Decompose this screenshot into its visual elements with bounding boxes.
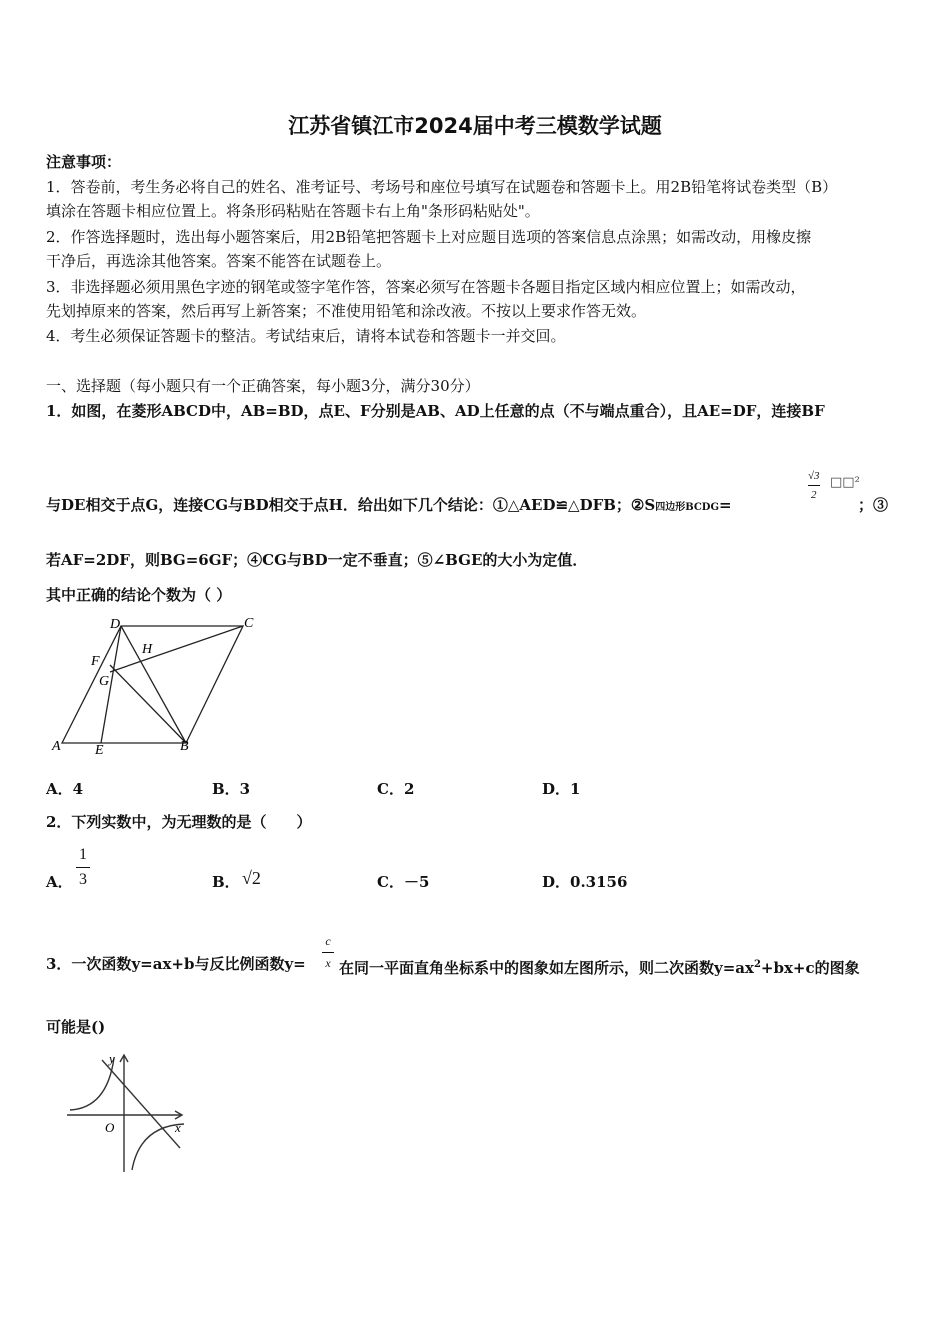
label-E: E bbox=[95, 743, 104, 758]
q1-line2-text: 与DE相交于点G，连接CG与BD相交于点H．给出如下几个结论：①△AED≌△DFB；②S bbox=[46, 496, 656, 514]
q3-superscript: 2 bbox=[753, 959, 761, 970]
label-A: A bbox=[52, 739, 61, 754]
label-origin: O bbox=[105, 1120, 115, 1135]
q1-option-d[interactable]: D．1 bbox=[542, 780, 581, 798]
q1-question: 其中正确的结论个数为（ ） bbox=[46, 586, 232, 604]
q1-frac-tail: □□² bbox=[830, 475, 860, 490]
q1-option-c[interactable]: C．2 bbox=[377, 780, 415, 798]
q2-option-b-value: √2 bbox=[242, 868, 261, 888]
q3-stem-c: +bx+c的图象 bbox=[760, 959, 860, 977]
rhombus-figure bbox=[40, 610, 270, 760]
frac-bar bbox=[322, 952, 334, 953]
label-F: F bbox=[91, 654, 100, 669]
section-heading: 一、选择题（每小题只有一个正确答案，每小题3分，满分30分） bbox=[46, 377, 480, 395]
q1-line1: 1．如图，在菱形ABCD中，AB=BD，点E、F分别是AB、AD上任意的点（不与端点重合），且AE=DF，连接BF bbox=[46, 402, 825, 420]
q2-a-den: 3 bbox=[79, 871, 87, 888]
label-C: C bbox=[244, 616, 254, 631]
q1-line3: 若AF=2DF，则BG=6GF；④CG与BD一定不垂直；⑤∠BGE的大小为定值． bbox=[46, 551, 588, 569]
label-y: y bbox=[109, 1051, 115, 1066]
notice-line: 2．作答选择题时，选出每小题答案后，用2B铅笔把答题卡上对应题目选项的答案信息点涂黑；如需改动，用橡皮擦 bbox=[46, 228, 812, 246]
segment-cg bbox=[110, 626, 243, 672]
q1-equals: = bbox=[719, 496, 732, 514]
q3-stem-a: 3．一次函数y=ax+b与反比例函数y= bbox=[46, 955, 306, 973]
q1-area-subscript: 四边形BCDG bbox=[655, 502, 720, 513]
notice-heading: 注意事项： bbox=[46, 153, 122, 171]
notice-line: 干净后，再选涂其他答案。答案不能答在试题卷上。 bbox=[46, 252, 392, 270]
q1-frac-num: √3 bbox=[808, 470, 820, 482]
q3-stem-b-text: 在同一平面直角坐标系中的图象如左图所示，则二次函数y=ax bbox=[339, 959, 754, 977]
q2-stem: 2．下列实数中，为无理数的是（ ） bbox=[46, 813, 312, 831]
diagonal-bd bbox=[121, 626, 186, 743]
label-H: H bbox=[142, 642, 153, 657]
q2-option-b[interactable]: B． bbox=[212, 873, 240, 891]
q2-option-a-fraction bbox=[76, 846, 90, 889]
label-D: D bbox=[110, 617, 121, 632]
notice-line: 先划掉原来的答案，然后再写上新答案；不准使用铅笔和涂改液。不按以上要求作答无效。 bbox=[46, 302, 647, 320]
q2-a-num: 1 bbox=[79, 846, 87, 863]
page-title: 江苏省镇江市2024届中考三模数学试题 bbox=[288, 114, 662, 138]
q3-frac-den: x bbox=[325, 956, 331, 970]
q1-option-b[interactable]: B．3 bbox=[212, 780, 251, 798]
q3-stem-b bbox=[339, 952, 860, 981]
notice-line: 1．答卷前，考生务必将自己的姓名、准考证号、考场号和座位号填写在试题卷和答题卡上。用2B铅笔将试卷类型（B） bbox=[46, 178, 838, 196]
frac-bar bbox=[808, 485, 820, 486]
rhombus-outline bbox=[62, 626, 243, 743]
q1-fraction bbox=[808, 470, 820, 501]
q2-option-d[interactable]: D．0.3156 bbox=[542, 873, 628, 891]
q1-frac-den: 2 bbox=[811, 489, 817, 501]
function-graph-figure bbox=[62, 1050, 192, 1180]
notice-line: 4．考生必须保证答题卡的整洁。考试结束后，请将本试卷和答题卡一并交回。 bbox=[46, 327, 566, 345]
q2-option-c[interactable]: C．－5 bbox=[377, 873, 430, 891]
frac-bar bbox=[76, 867, 90, 868]
q3-frac-num: c bbox=[325, 934, 331, 948]
label-B: B bbox=[180, 739, 189, 754]
notice-line: 填涂在答题卡相应位置上。将条形码粘贴在答题卡右上角"条形码粘贴处"。 bbox=[46, 202, 540, 220]
label-G: G bbox=[99, 674, 110, 689]
q1-line2-end: ；③ bbox=[858, 496, 889, 514]
q2-option-a[interactable]: A． bbox=[46, 873, 73, 891]
q3-line2: 可能是() bbox=[46, 1018, 106, 1036]
q1-line2 bbox=[46, 493, 732, 520]
label-x: x bbox=[175, 1120, 181, 1135]
notice-line: 3．非选择题必须用黑色字迹的钢笔或签字笔作答，答案必须写在答题卡各题目指定区域内相应位置上；如需改动， bbox=[46, 278, 806, 296]
q1-option-a[interactable]: A．4 bbox=[46, 780, 84, 798]
segment-bf bbox=[110, 665, 186, 743]
q3-fraction bbox=[322, 934, 334, 971]
